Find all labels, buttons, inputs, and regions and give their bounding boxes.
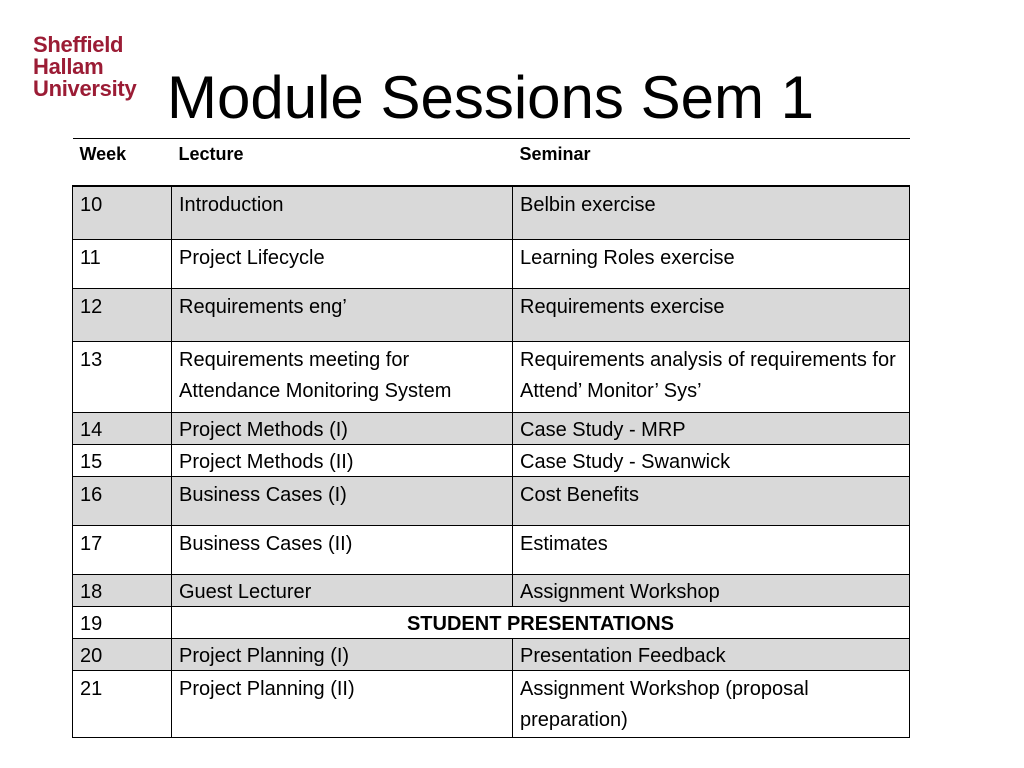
logo-line-1: Sheffield (33, 32, 124, 57)
table-row (73, 342, 910, 413)
lecture-cell: Requirements meeting for Attendance Monitoring System (172, 342, 513, 413)
lecture-cell: Project Planning (II) (172, 671, 513, 738)
table-row (73, 671, 910, 738)
week-cell: 15 (73, 445, 172, 477)
seminar-cell: Belbin exercise (513, 186, 910, 240)
page-title: Module Sessions Sem 1 (167, 64, 814, 131)
week-cell: 10 (73, 186, 172, 240)
lecture-cell: Business Cases (I) (172, 477, 513, 526)
sessions-table (72, 138, 910, 738)
header-week: Week (73, 139, 172, 187)
table-row (73, 289, 910, 342)
seminar-cell: Estimates (513, 526, 910, 575)
seminar-cell: Assignment Workshop (513, 575, 910, 607)
merged-session-cell: STUDENT PRESENTATIONS (172, 607, 910, 639)
table-header-row (73, 139, 910, 187)
lecture-cell: Project Methods (II) (172, 445, 513, 477)
seminar-cell: Presentation Feedback (513, 639, 910, 671)
week-cell: 18 (73, 575, 172, 607)
university-logo (33, 34, 158, 100)
table-row (73, 575, 910, 607)
seminar-cell: Assignment Workshop (proposal preparation) (513, 671, 910, 738)
table-row (73, 477, 910, 526)
seminar-cell: Requirements exercise (513, 289, 910, 342)
table-row (73, 240, 910, 289)
table-row (73, 186, 910, 240)
seminar-cell: Case Study - MRP (513, 413, 910, 445)
lecture-cell: Project Planning (I) (172, 639, 513, 671)
seminar-cell: Cost Benefits (513, 477, 910, 526)
week-cell: 19 (73, 607, 172, 639)
lecture-cell: Business Cases (II) (172, 526, 513, 575)
week-cell: 16 (73, 477, 172, 526)
week-cell: 20 (73, 639, 172, 671)
table-row (73, 607, 910, 639)
table-row (73, 413, 910, 445)
table-row (73, 639, 910, 671)
sessions-table-container (72, 138, 909, 738)
logo-line-3: University (33, 76, 137, 101)
seminar-cell: Case Study - Swanwick (513, 445, 910, 477)
logo-line-2: Hallam (33, 54, 104, 79)
header-seminar: Seminar (513, 139, 910, 187)
week-cell: 13 (73, 342, 172, 413)
seminar-cell: Learning Roles exercise (513, 240, 910, 289)
week-cell: 21 (73, 671, 172, 738)
week-cell: 11 (73, 240, 172, 289)
week-cell: 14 (73, 413, 172, 445)
table-row (73, 445, 910, 477)
lecture-cell: Guest Lecturer (172, 575, 513, 607)
table-row (73, 526, 910, 575)
lecture-cell: Requirements eng’ (172, 289, 513, 342)
lecture-cell: Project Methods (I) (172, 413, 513, 445)
week-cell: 12 (73, 289, 172, 342)
lecture-cell: Introduction (172, 186, 513, 240)
lecture-cell: Project Lifecycle (172, 240, 513, 289)
week-cell: 17 (73, 526, 172, 575)
header-lecture: Lecture (172, 139, 513, 187)
seminar-cell: Requirements analysis of requirements for Attend’ Monitor’ Sys’ (513, 342, 910, 413)
